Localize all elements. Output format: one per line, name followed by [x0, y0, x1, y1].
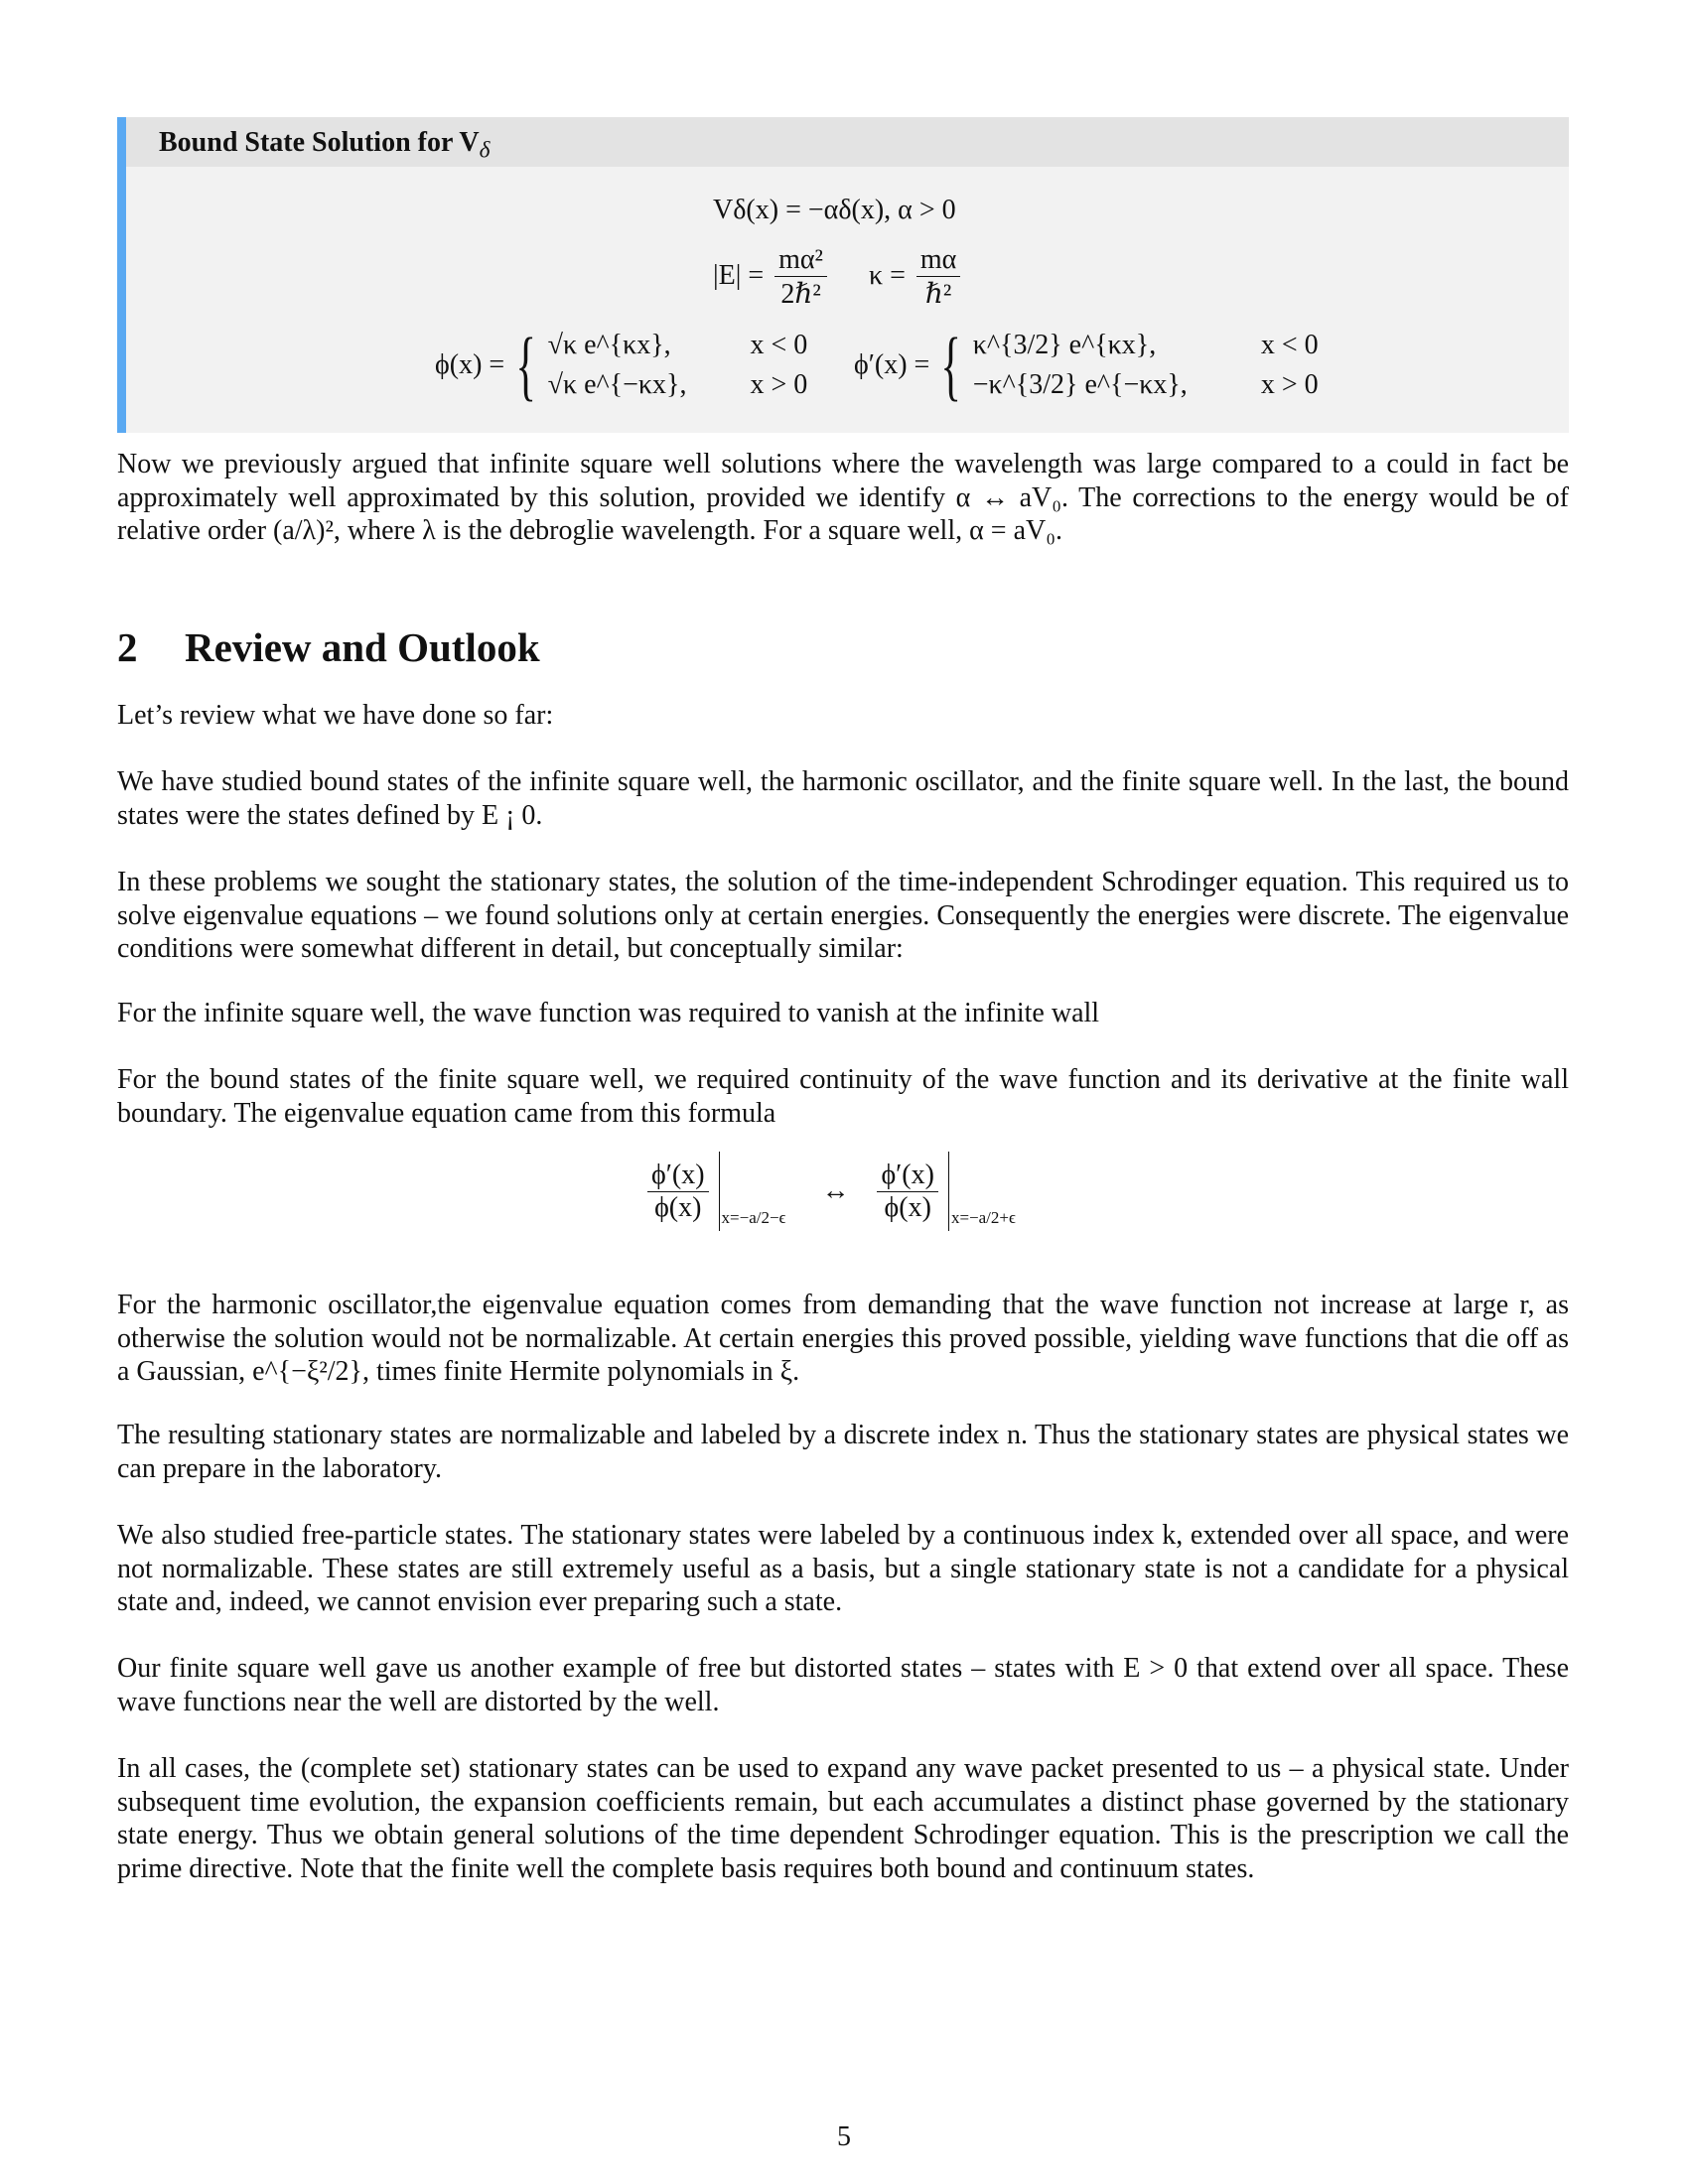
dphi-case-2: −κ^{3/2} e^{−κx}, — [972, 369, 1188, 400]
box-title-subscript: δ — [479, 137, 491, 164]
dphi-condition-1: x < 0 — [1260, 330, 1319, 360]
evaluation-bar — [948, 1152, 949, 1231]
dphi-case-1: κ^{3/2} e^{κx}, — [972, 330, 1157, 360]
equation-dphi — [854, 322, 1319, 408]
page-number: 5 — [837, 2121, 851, 2152]
dphi-condition-2: x > 0 — [1260, 369, 1319, 400]
paragraph-bound-states: We have studied bound states of the infinite square well, the harmonic oscillator, and the finite square well. In the last, the bound states were the states defined by E ¡ 0. — [117, 766, 1569, 831]
equation-energy — [713, 244, 964, 311]
potential-text: Vδ(x) = −αδ(x), α > 0 — [713, 195, 956, 225]
phi-cases — [548, 326, 687, 405]
matching-left-fraction — [647, 1160, 709, 1224]
matching-right-denominator: ϕ(x) — [884, 1191, 931, 1223]
paragraph-prime-directive: In all cases, the (complete set) stationary states can be used to expand any wave packet presented to us – a physical state. Under subsequent time evolution, the expansion coefficients remain, but each accumulates a distinct phase governed by the stationary state energy. Thus we obtain general solutions of the time dependent Schrodinger equation. This is the prescription we call the prime directive. Note that the finite well the complete basis requires both bound and continuum states. — [117, 1753, 1569, 1884]
phi-case-2: √κ e^{−κx}, — [547, 369, 687, 400]
dphi-conditions — [1261, 326, 1319, 405]
brace-icon: { — [940, 322, 962, 408]
paragraph-distorted-states: Our finite square well gave us another example of free but distorted states – states with E > 0 that extend over all space. These wave functions near the well are distorted by the well. — [117, 1653, 1569, 1717]
matching-right-subscript: x=−a/2+ϵ — [950, 1208, 1016, 1228]
equation-potential — [713, 195, 956, 226]
phi-case-1: √κ e^{κx}, — [547, 330, 671, 360]
brace-icon: { — [515, 322, 537, 408]
matching-right-fraction — [877, 1160, 938, 1224]
energy-lhs: |E| = — [713, 259, 765, 291]
matching-right-numerator: ϕ′(x) — [877, 1160, 938, 1192]
matching-left-numerator: ϕ′(x) — [647, 1160, 709, 1192]
energy-denominator: 2ℏ² — [780, 279, 821, 310]
phi-condition-1: x < 0 — [750, 330, 808, 360]
equation-phi — [435, 322, 808, 408]
energy-fraction — [774, 244, 827, 311]
kappa-denominator: ℏ² — [924, 279, 952, 310]
paragraph-free-particle: We also studied free-particle states. The stationary states were labeled by a continuous index k, extended over all space, and were not normalizable. These states are still extremely useful as a basis, but a single stationary state is not a candidate for a physical state and, indeed, we cannot envision ever preparing such a state. — [117, 1520, 1569, 1617]
paragraph-infinite-well: For the infinite square well, the wave function was required to vanish at the infinite wall — [117, 998, 1100, 1028]
dphi-cases — [973, 326, 1188, 405]
section-heading — [117, 623, 540, 671]
phi-lhs: ϕ(x) = — [435, 349, 505, 380]
paragraph-normalizable: The resulting stationary states are normalizable and labeled by a discrete index n. Thus the stationary states are physical states we can prepare in the laboratory. — [117, 1420, 1569, 1484]
paragraph-harmonic-oscillator: For the harmonic oscillator,the eigenvalue equation comes from demanding that the wave function not increase at large r, as otherwise the solution would not be normalizable. At certain energies this proved possible, yielding wave functions that die off as a Gaussian, e^{−ξ²/2}, times finite Hermite polynomials in ξ. — [117, 1290, 1569, 1387]
section-number: 2 — [117, 624, 138, 670]
kappa-fraction — [916, 244, 960, 311]
kappa-lhs: κ = — [868, 259, 906, 291]
matching-left-denominator: ϕ(x) — [654, 1191, 702, 1223]
paragraph-stationary-states: In these problems we sought the stationary states, the solution of the time-independent Schrodinger equation. This required us to solve eigenvalue equations – we found solutions only at certain energies. Consequently the energies were discrete. The eigenvalue conditions were somewhat different in detail, but conceptually similar: — [117, 867, 1569, 964]
matching-arrow: ↔ — [821, 1175, 850, 1206]
phi-condition-2: x > 0 — [750, 369, 808, 400]
matching-left-subscript: x=−a/2−ϵ — [721, 1208, 786, 1228]
equation-matching — [643, 1152, 1016, 1231]
box-title-text: Bound State Solution for V — [159, 127, 480, 158]
paragraph-finite-well: For the bound states of the finite square well, we required continuity of the wave function and its derivative at the finite wall boundary. The eigenvalue equation came from this formula — [117, 1064, 1569, 1129]
energy-numerator: mα² — [774, 244, 827, 277]
paragraph-review-intro: Let’s review what we have done so far: — [117, 700, 554, 731]
section-title: Review and Outlook — [185, 624, 540, 670]
kappa-numerator: mα — [916, 244, 960, 277]
evaluation-bar — [719, 1152, 720, 1231]
dphi-lhs: ϕ′(x) = — [854, 349, 930, 380]
intro-paragraph: Now we previously argued that infinite square well solutions where the wavelength was large compared to a could in fact be approximately well approximated by this solution, provided we identify α ↔ aV₀. The corrections to the energy would be of relative order (a/λ)², where λ is the debroglie wavelength. For a square well, α = aV₀. — [117, 449, 1569, 546]
box-title — [126, 117, 1569, 167]
phi-conditions — [750, 326, 807, 405]
